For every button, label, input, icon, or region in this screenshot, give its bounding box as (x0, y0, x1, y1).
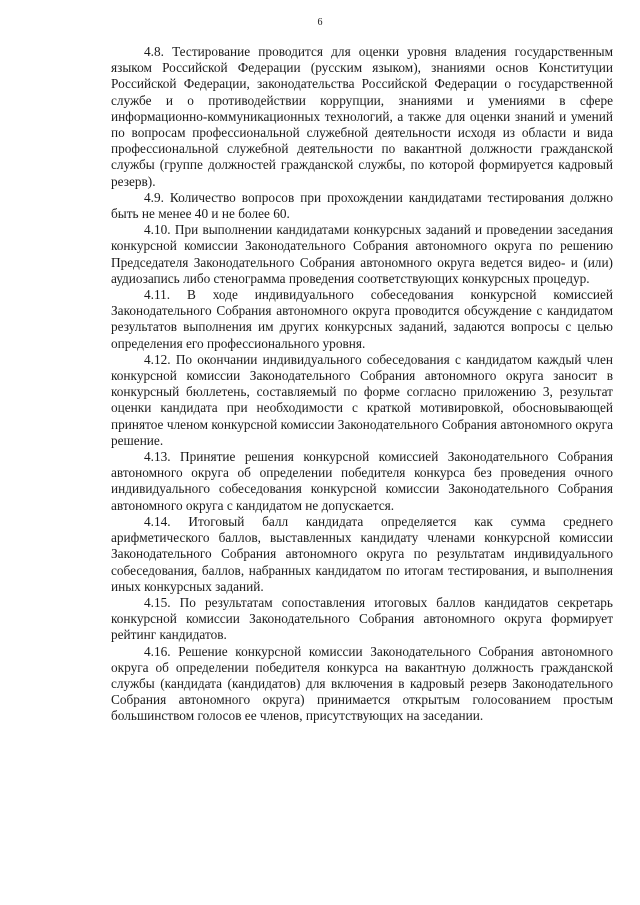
paragraph-4-11: 4.11. В ходе индивидуального собеседования конкурсной комиссией Законодательного Собрания автономного округа проводится обсуждение с кандидатом результатов выполнения им других конкурсных заданий, задаются вопросы с целью определения его профессионального уровня. (111, 287, 613, 351)
paragraph-4-10: 4.10. При выполнении кандидатами конкурсных заданий и проведении заседания конкурсной комиссии Законодательного Собрания автономного округа по решению Председателя Законодательного Собрания автономного округа ведется видео- и (или) аудиозапись либо стенограмма проведения соответствующих конкурсных процедур. (111, 222, 613, 286)
paragraph-4-8: 4.8. Тестирование проводится для оценки уровня владения государственным языком Российской Федерации (русским языком), знаниями основ Конституции Российской Федерации, законодательства Российской Федерации о государственной службе и о противодействии коррупции, знаниями и умениями в сфере информационно-коммуникационных технологий, а также для оценки знаний и умений по вопросам профессиональной служебной деятельности исходя из области и вида профессиональной служебной деятельности по вакантной должности гражданской службы (группе должностей гражданской службы, по которой формируется кадровый резерв). (111, 44, 613, 189)
paragraph-4-9: 4.9. Количество вопросов при прохождении кандидатами тестирования должно быть не менее 40 и не более 60. (111, 189, 613, 222)
paragraph-4-14: 4.14. Итоговый балл кандидата определяется как сумма среднего арифметического баллов, выставленных кандидату членами конкурсной комиссии Законодательного Собрания автономного округа по результатам индивидуального собеседования, баллов, набранных кандидатом по итогам тестирования, и выполнения иных конкурсных заданий. (111, 513, 613, 594)
paragraph-4-16: 4.16. Решение конкурсной комиссии Законодательного Собрания автономного округа об определении победителя конкурса на вакантную должность гражданской службы (кандидата (кандидатов) для включения в кадровый резерв Законодательного Собрания автономного округа) принимается открытым голосованием простым большинством голосов ее членов, присутствующих на заседании. (111, 643, 613, 724)
paragraph-4-12: 4.12. По окончании индивидуального собеседования с кандидатом каждый член конкурсной комиссии Законодательного Собрания автономного округа заносит в конкурсный бюллетень, составляемый по форме согласно приложению 3, результат оценки кандидата при необходимости с краткой мотивировкой, обосновывающей принятое членом конкурсной комиссии Законодательного Собрания автономного округа решение. (111, 351, 613, 448)
document-body (111, 44, 613, 725)
paragraph-4-15: 4.15. По результатам сопоставления итоговых баллов кандидатов секретарь конкурсной комиссии Законодательного Собрания автономного округа формирует рейтинг кандидатов. (111, 594, 613, 643)
page-number: 6 (317, 17, 323, 28)
paragraph-4-13: 4.13. Принятие решения конкурсной комиссией Законодательного Собрания автономного округа об определении победителя конкурса без проведения очного индивидуального собеседования конкурсной комиссии Законодательного Собрания автономного округа с кандидатом не допускается. (111, 449, 613, 513)
